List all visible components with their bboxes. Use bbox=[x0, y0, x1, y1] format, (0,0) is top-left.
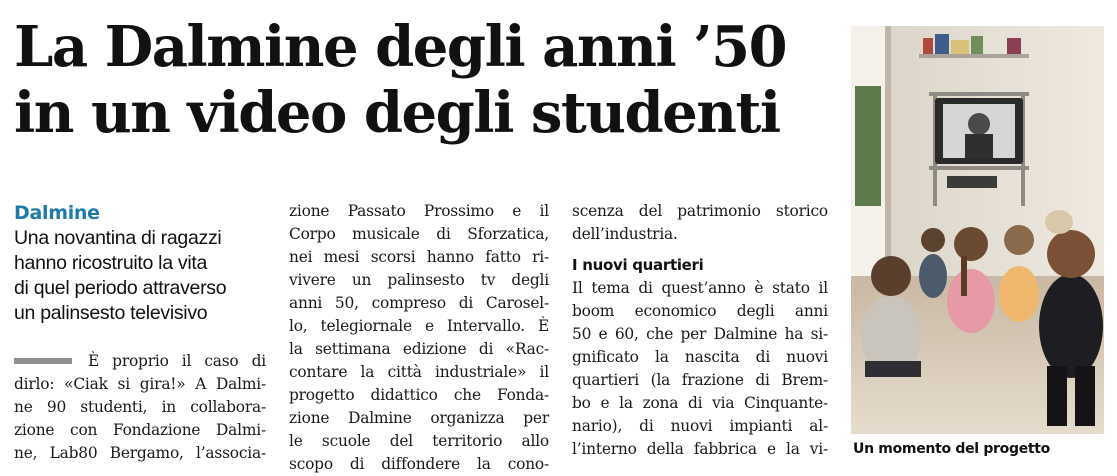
body-line: Il tema di quest’anno è stato il bbox=[572, 279, 828, 297]
body-column-3 bbox=[572, 200, 828, 461]
body-line: quartieri (la frazione di Brem- bbox=[572, 371, 828, 389]
summary-line: hanno ricostruito la vita bbox=[14, 252, 208, 274]
body-column-2 bbox=[289, 200, 549, 476]
body-line-text: È proprio il caso di bbox=[88, 352, 266, 370]
photo-caption: Un momento del progetto bbox=[853, 441, 1051, 457]
article-photo bbox=[851, 26, 1104, 434]
body-column-1 bbox=[14, 350, 266, 465]
body-line: ne 90 studenti, in collabora- bbox=[14, 398, 266, 416]
body-line: ne, Lab80 Bergamo, l’associa- bbox=[14, 444, 266, 462]
summary-line: un palinsesto televisivo bbox=[14, 302, 208, 324]
article-kicker: Dalmine bbox=[14, 202, 100, 224]
body-line: zione con Fondazione Dalmi- bbox=[14, 421, 266, 439]
body-line: la settimana edizione di «Rac- bbox=[289, 340, 549, 358]
summary-line: Una novantina di ragazzi bbox=[14, 227, 222, 249]
body-line: Corpo musicale di Sforzatica, bbox=[289, 225, 549, 243]
section-subhead: I nuovi quartieri bbox=[572, 256, 704, 274]
body-line: bo e la zona di via Cinquante- bbox=[572, 394, 828, 412]
body-line: scenza del patrimonio storico bbox=[572, 202, 828, 220]
body-line: scopo di diffondere la cono- bbox=[289, 455, 549, 473]
body-line: nario), di nuovi impianti al- bbox=[572, 417, 828, 435]
body-line: dirlo: «Ciak si gira!» A Dalmi- bbox=[14, 375, 266, 393]
body-line: progetto didattico che Fonda- bbox=[289, 386, 549, 404]
children-watching-tv-photo bbox=[851, 26, 1104, 434]
body-line: gnificato la nascita di nuovi bbox=[572, 348, 828, 366]
body-line: 50 e 60, che per Dalmine ha si- bbox=[572, 325, 828, 343]
body-line: le scuole del territorio allo bbox=[289, 432, 549, 450]
body-line: zione Passato Prossimo e il bbox=[289, 202, 549, 220]
body-line: contare la città industriale» il bbox=[289, 363, 549, 381]
body-line: nei mesi scorsi hanno fatto ri- bbox=[289, 248, 549, 266]
article-headline bbox=[14, 14, 844, 146]
headline-line: La Dalmine degli anni ’50 bbox=[14, 14, 787, 80]
body-line: lo, telegiornale e Intervallo. È bbox=[289, 317, 549, 335]
body-line: anni 50, compreso di Carosel- bbox=[289, 294, 549, 312]
headline-line: in un video degli studenti bbox=[14, 80, 780, 146]
paragraph-dash-icon bbox=[14, 358, 72, 364]
body-line bbox=[14, 350, 266, 373]
body-line: l’interno della fabbrica e la vi- bbox=[572, 440, 828, 458]
body-line: zione Dalmine organizza per bbox=[289, 409, 549, 427]
summary-line: di quel periodo attraverso bbox=[14, 277, 227, 299]
article-summary bbox=[14, 226, 264, 326]
body-line: dell’industria. bbox=[572, 225, 678, 243]
body-line: vivere un palinsesto tv degli bbox=[289, 271, 549, 289]
body-line: boom economico degli anni bbox=[572, 302, 828, 320]
